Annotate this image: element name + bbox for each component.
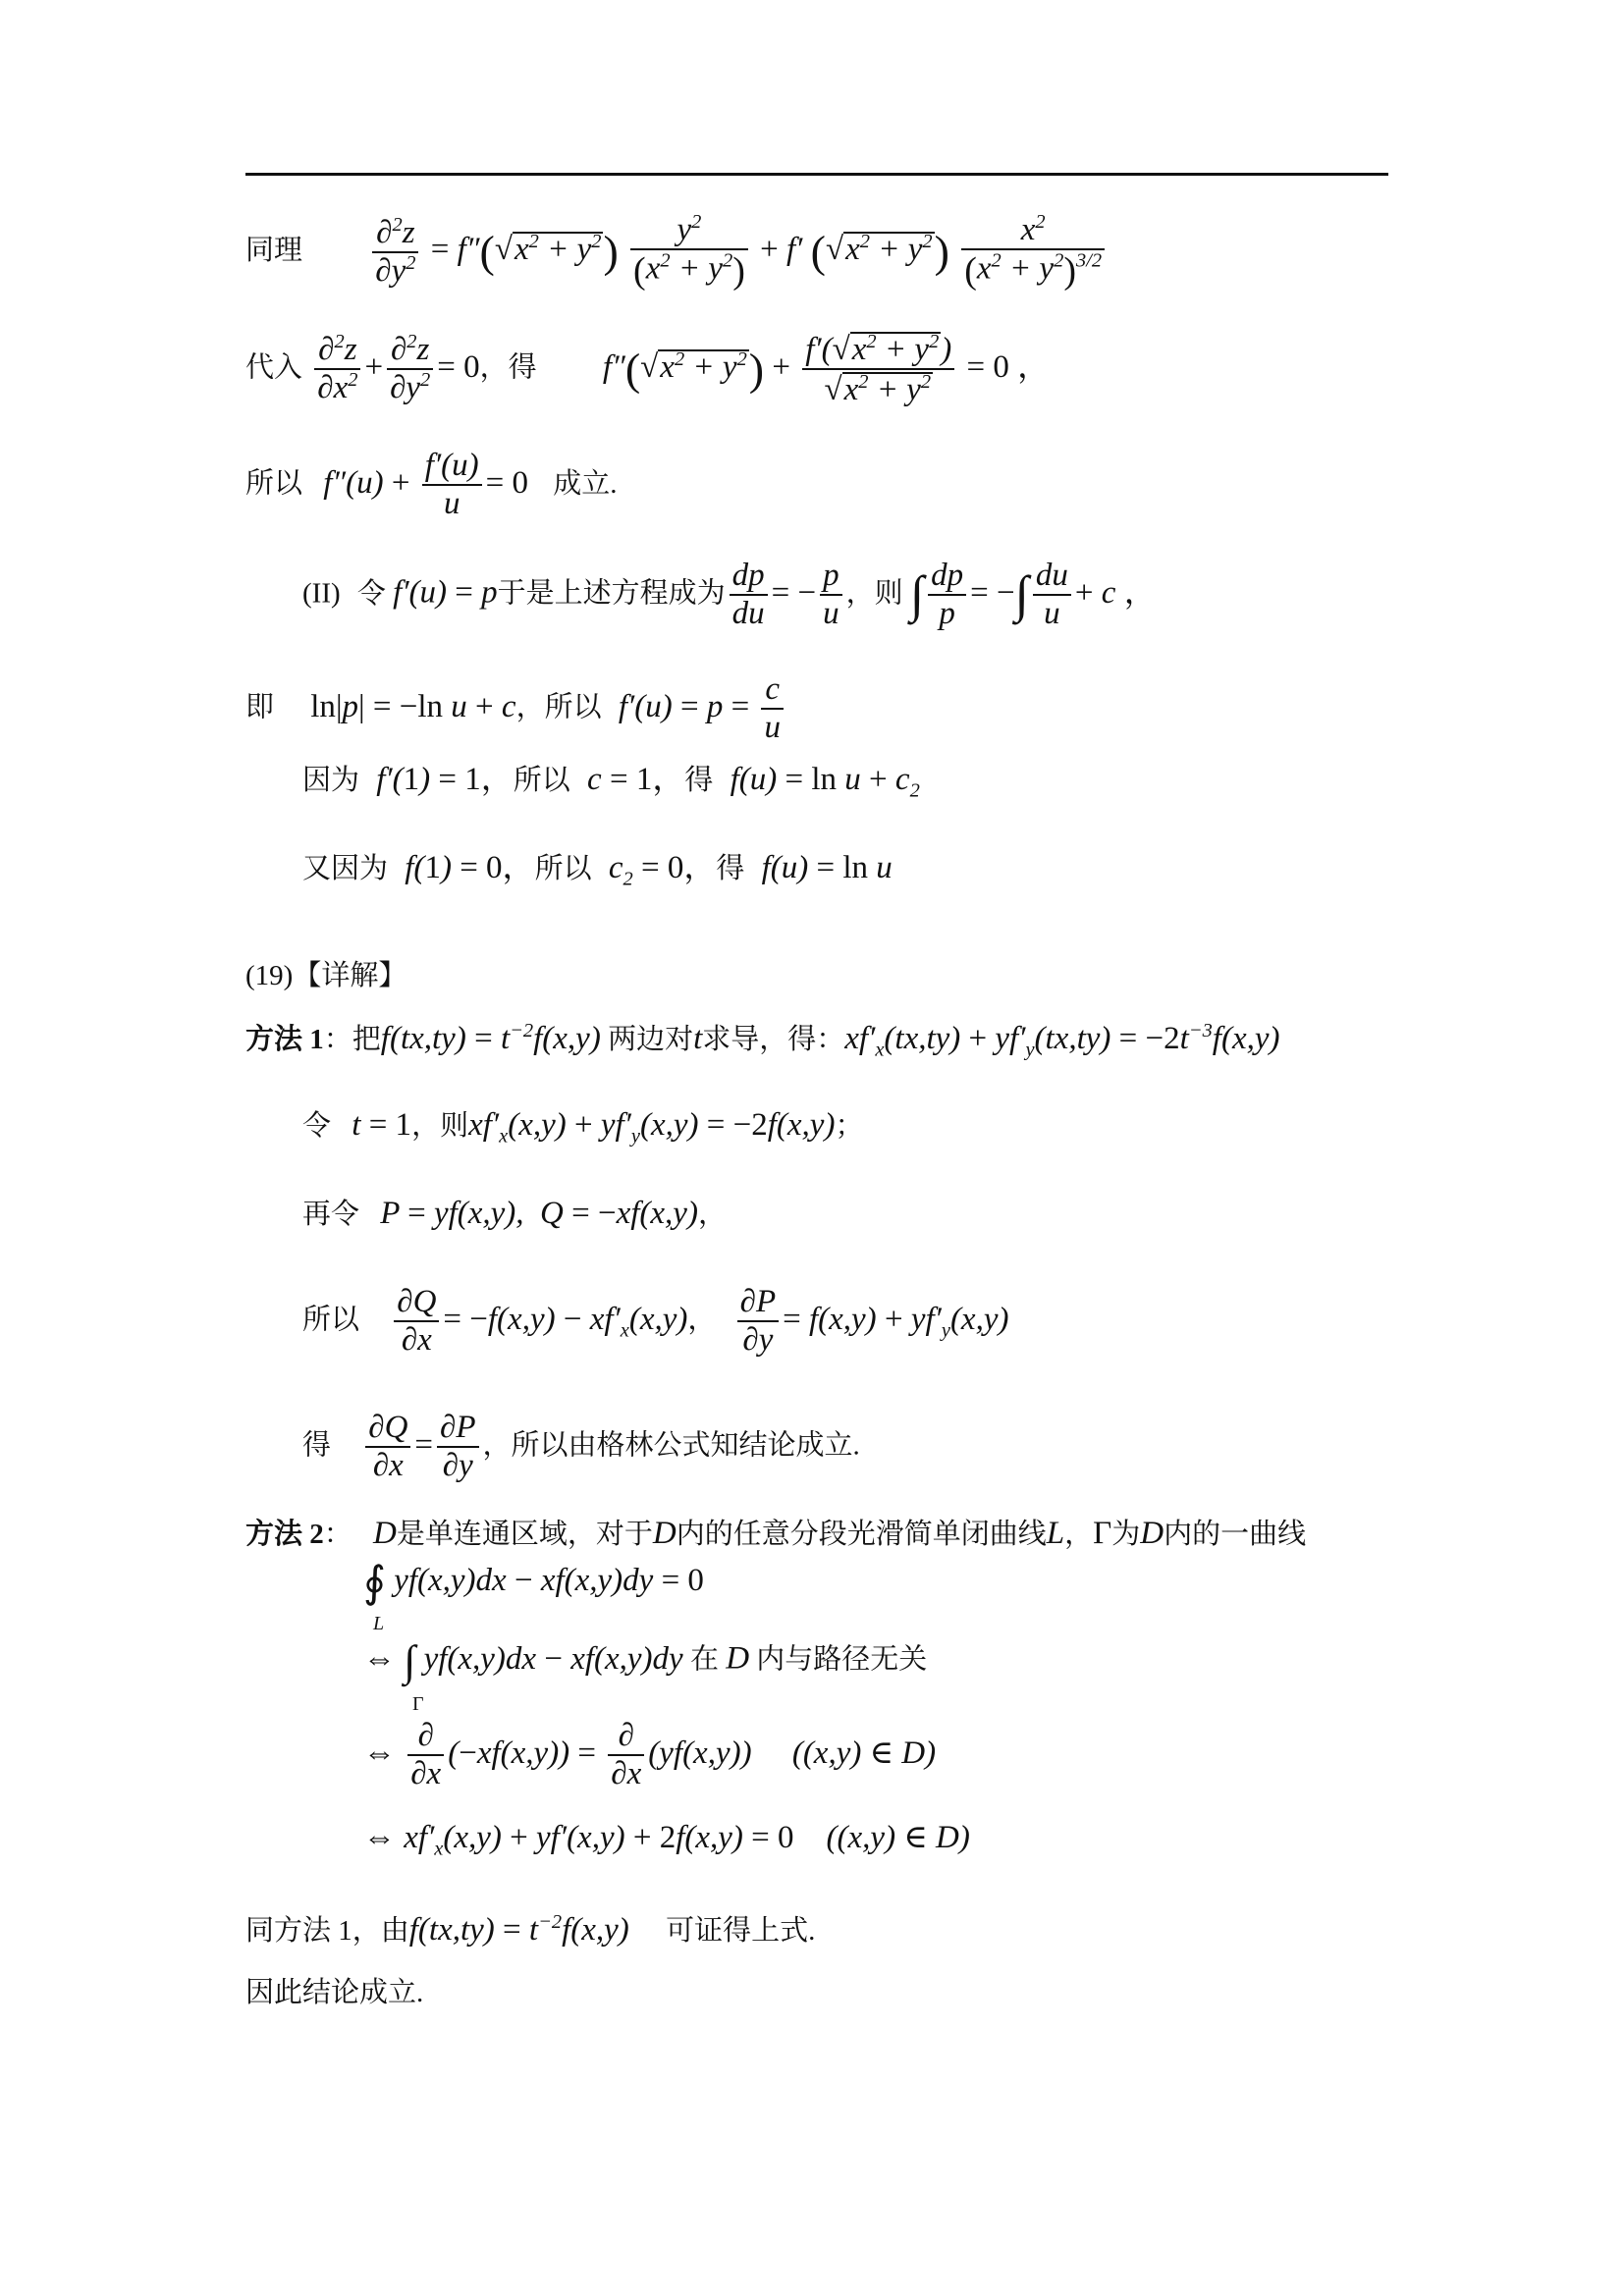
- eq-substitute: 代入 $\frac{\partial^2z}{\partial x^2}$ + $\frac{\partial^2z}{\partial y^2}$ = 0，得 $f''(√x^2 + y^2)$ + $\frac{f'(√x^2 + y^2)}{√x^2 + y^2}$ = 0 ，: [245, 331, 1051, 407]
- method2-text1: 是单连通区域，对于: [396, 1519, 653, 1550]
- label-suoyi4: 所以: [534, 853, 592, 884]
- eq-closed-integral: ∮ yf(x,y)dx − xf(x,y)dy = 0 L: [363, 1558, 704, 1634]
- label-then: ，则: [411, 1110, 469, 1142]
- eq-partials-pq: 所以 $\frac{\partial Q}{\partial x}$ = $-f(x,y) - xf'_x(x,y)$， $\frac{\partial P}{\partial y}$ = $f(x,y) + yf'_y(x,y)$: [302, 1284, 1009, 1358]
- label-comma: ，: [697, 1199, 727, 1230]
- method2-text3: ，: [1064, 1519, 1094, 1550]
- eq-path-independence: ⇔ ∫ yf(x,y)dx − xf(x,y)dy 在 D 内与路径无关 Γ: [363, 1636, 928, 1715]
- heading-19: (19)【详解】: [245, 960, 407, 991]
- method2-label: 方法 2: [245, 1519, 324, 1550]
- label-ze: ，则: [845, 577, 903, 610]
- final-conclusion: 因此结论成立.: [245, 1977, 424, 2008]
- eq-initial-1: 因为 f′(1) = 1，所以 c = 1，得 $f(u) = \ln u + c_2$: [302, 762, 920, 802]
- method1-label: 方法 1: [245, 1024, 324, 1055]
- can-prove-text: 可证得上式.: [666, 1915, 816, 1947]
- eq-second-partial-y: 同理 $\frac{\partial^2z}{\partial y^2}$ = $f''(√x^2 + y^2)$ $\frac{y^2}{(x^2 + y^2)}$ + f′ $(√x^2 + y^2)$ $\frac{x^2}{(x^2 + y^2)^{3/2}}$: [245, 214, 1109, 290]
- label-de4: 得: [302, 1429, 332, 1462]
- label-zailing: 再令: [302, 1199, 360, 1230]
- label-semicolon: ；: [835, 1110, 864, 1142]
- same-method-text: 同方法 1，由: [245, 1915, 409, 1947]
- label-de3: 得: [716, 853, 745, 884]
- label-ling2: 令: [302, 1110, 332, 1142]
- method1-line: 方法 1：把$f(tx,ty) = t^{-2}f(x,y)$ 两边对t求导，得：$xf'_x(tx,ty) + yf'_y(tx,ty) = -2t^{-3}f(x,y)$: [245, 1020, 1280, 1061]
- header-rule: [245, 173, 1388, 176]
- label-part2: (II): [302, 577, 341, 610]
- eq-equiv-partials: ⇔ $\frac{\partial}{\partial x}$ (−xf(x,y)) = $\frac{\partial}{\partial x}$ (yf(x,y)) ((x,y) ∈ D): [363, 1718, 937, 1791]
- method1-text2: 两边对: [608, 1024, 694, 1055]
- label-suoyi5: 所以: [302, 1304, 360, 1336]
- eq-ode: 所以 f″(u) + $\frac{f'(u)}{u}$ = 0 成立.: [245, 448, 618, 521]
- label-de2: 得: [684, 765, 714, 796]
- eq-define-pq: 再令 P = yf(x,y), Q = −xf(x,y)，: [302, 1196, 727, 1231]
- method2-colon: ：: [323, 1519, 352, 1550]
- label-de: ，得: [479, 351, 537, 384]
- indep-text2: 内与路径无关: [756, 1643, 928, 1676]
- label-comma2: ，: [687, 1304, 717, 1336]
- eq-log: 即 ln|p| = −ln u + c，所以 f′(u) = p = $\frac{c}{u}$: [245, 673, 787, 744]
- same-method-line: 同方法 1，由$f(tx,ty) = t^{-2}f(x,y)$ 可证得上式.: [245, 1911, 816, 1948]
- method1-text3: 求导，得：: [702, 1024, 845, 1055]
- label-yushi: 于是上述方程成为: [497, 577, 726, 610]
- label-tongli: 同理: [245, 235, 303, 267]
- eq-green: 得 $\frac{\partial Q}{\partial x}$ = $\frac{\partial P}{\partial y}$ ，所以由格林公式知结论成立.: [302, 1410, 860, 1483]
- method2-text2: 内的任意分段光滑简单闭曲线: [676, 1519, 1047, 1550]
- label-ling: 令: [356, 577, 386, 610]
- eq-initial-2: 又因为 f(1) = 0，所以 $c_2 = 0$，得 f(u) = ln u: [302, 850, 893, 890]
- method2-line: 方法 2： D是单连通区域，对于D内的任意分段光滑简单闭曲线L，Γ为D内的一曲线: [245, 1516, 1307, 1551]
- method1-text1: ：把: [323, 1024, 381, 1055]
- eq-part2: (II) 令 f′(u) = p于是上述方程成为 $\frac{dp}{du}$ = − $\frac{p}{u}$ ，则 ∫ $\frac{dp}{p}$ = −∫ $\frac{du}{u}$ + c ，: [302, 558, 1157, 631]
- label-yinwei: 因为: [302, 765, 360, 796]
- label-ji: 即: [245, 691, 275, 723]
- method2-text4: 为: [1111, 1519, 1141, 1550]
- label-suoyi2: ，所以: [515, 691, 602, 723]
- eq-t-equals-1: 令 t = 1，则$xf'_x(x,y) + yf'_y(x,y) = -2f(x,y)$；: [302, 1107, 864, 1148]
- eq-equiv-final: ⇔ $xf'_x(x,y) + yf'(x,y) + 2f(x,y) = 0$ ((x,y) ∈ D): [363, 1820, 970, 1860]
- label-suoyi3: 所以: [513, 765, 570, 796]
- indep-text1: 在: [689, 1643, 719, 1676]
- label-youyinwei: 又因为: [302, 853, 389, 884]
- label-suoyi: 所以: [245, 467, 303, 500]
- method2-text5: 内的一曲线: [1164, 1519, 1307, 1550]
- label-chengli: 成立.: [553, 467, 618, 500]
- label-dairu: 代入: [245, 351, 303, 384]
- label-green-conclusion: ，所以由格林公式知结论成立.: [482, 1429, 860, 1462]
